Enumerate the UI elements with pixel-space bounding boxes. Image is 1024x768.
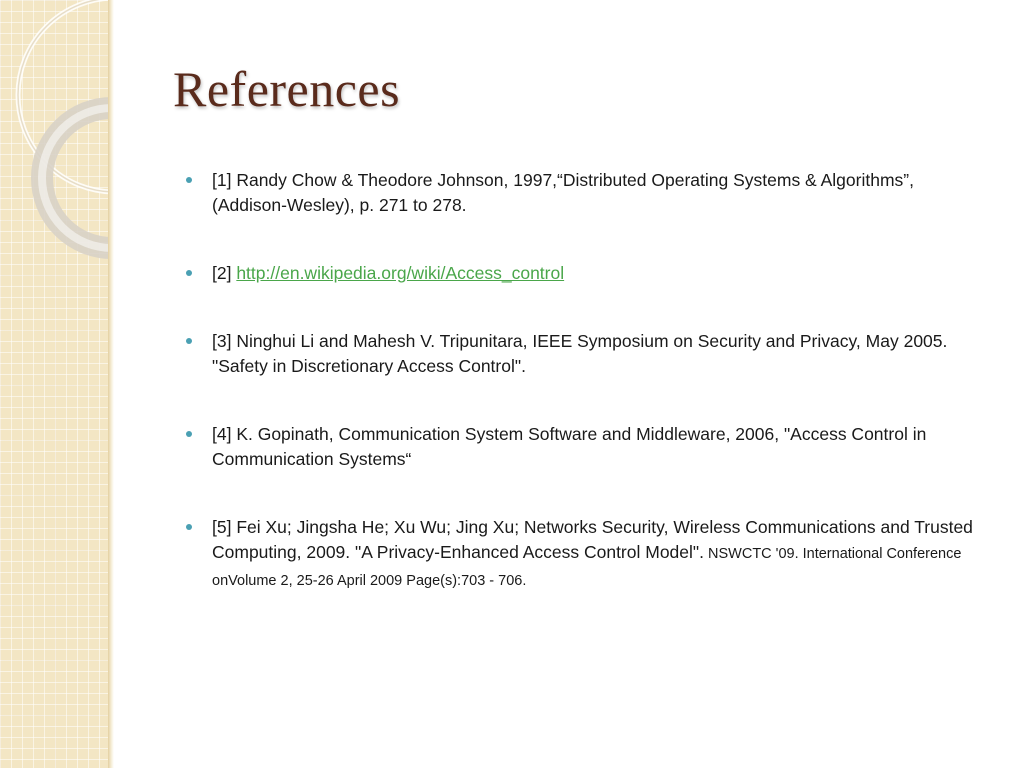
reference-text-small: NSWCTC '09. International Conference onVolume 2, 25-26 April 2009 Page(s):703 - 706. [212,546,962,589]
reference-list [186,168,986,637]
decorative-rings [0,0,112,768]
decorative-sidebar [0,0,112,768]
reference-item-4 [186,422,986,472]
reference-text: [3] Ninghui Li and Mahesh V. Tripunitara, IEEE Symposium on Security and Privacy, May 2005. "Safety in Discretionary Access Control". [212,331,948,376]
reference-item-3 [186,329,986,379]
bullet-icon [186,270,192,276]
reference-text: [1] Randy Chow & Theodore Johnson, 1997,“Distributed Operating Systems & Algorithms”, (Addison-Wesley), p. 271 to 278. [212,170,914,215]
bullet-icon [186,177,192,183]
reference-prefix: [2] [212,263,237,283]
reference-text: [5] Fei Xu; Jingsha He; Xu Wu; Jing Xu; Networks Security, Wireless Communications and Trusted Computing, 2009. "A Privacy-Enhanced Access Control Model". [212,517,973,562]
bullet-icon [186,524,192,530]
reference-item-2 [186,261,986,286]
reference-item-5 [186,515,986,594]
reference-item-1 [186,168,986,218]
sidebar-edge [108,0,114,768]
slide-title: References [173,61,401,117]
bullet-icon [186,338,192,344]
reference-link[interactable]: http://en.wikipedia.org/wiki/Access_control [236,263,565,283]
reference-text: [4] K. Gopinath, Communication System Software and Middleware, 2006, "Access Control in Communication Systems“ [212,424,927,469]
bullet-icon [186,431,192,437]
